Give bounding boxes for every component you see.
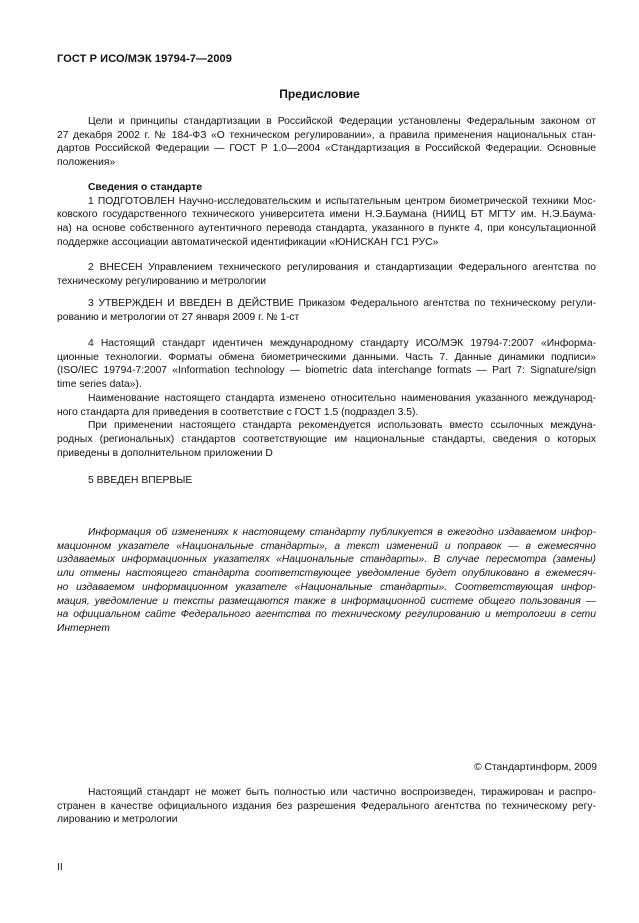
- text-line: на официальном сайте Федерального агентства по техническому регулированию и метрологии в сети: [57, 609, 596, 621]
- text-line: издаваемых информационных указателях «Национальные стандарты». В случае пересмотра (замены): [57, 554, 596, 566]
- text-line: родных (региональных) стандартов соответствующие им национальные стандарты, сведения о которых: [57, 433, 596, 445]
- text-line: дартов Российской Федерации — ГОСТ Р 1.0—2004 «Стандартизация в Российской Федерации. Основные: [57, 143, 596, 155]
- text-line: time series data»).: [57, 379, 142, 391]
- text-line: ного стандарта для приведения в соответствие с ГОСТ 1.5 (подраздел 3.5).: [57, 406, 419, 418]
- text-line: Интернет: [57, 622, 110, 634]
- copyright: © Стандартинформ, 2009: [474, 762, 597, 773]
- text-line: или отмены настоящего стандарта соответствующее уведомление будет опубликовано в ежемесяч-: [57, 568, 596, 580]
- standard-info-section: [57, 181, 596, 250]
- text-line: 5 ВВЕДЕН ВПЕРВЫЕ: [88, 475, 193, 486]
- text-line: странен в качестве официального издания без разрешения Федерального агентства по техническому регу-: [57, 800, 596, 812]
- text-line: Цели и принципы стандартизации в Российской Федерации установлены Федеральным законом от: [88, 116, 596, 127]
- text-line: мация, уведомление и тексты размещаются также в информационной системе общего пользования —: [57, 595, 596, 607]
- reproduction-notice: [57, 786, 596, 827]
- text-line: техническому регулированию и метрологии: [57, 275, 267, 287]
- text-line: 4 Настоящий стандарт идентичен международному стандарту ИСО/МЭК 19794-7:2007 «Информа-: [88, 338, 596, 349]
- text-line: рованию и метрологии от 27 января 2009 г. № 1-ст: [57, 311, 300, 323]
- info-item-2: [57, 261, 596, 288]
- text-line: ционные технологии. Форматы обмена биометрическими данными. Часть 7. Данные динамики подписи»: [57, 351, 596, 363]
- text-line: но издаваемом информационном указателе «Национальные стандарты». Соответствующая инфор-: [57, 581, 596, 593]
- changes-notice: [57, 526, 596, 636]
- section-heading: Сведения о стандарте: [88, 182, 203, 193]
- text-line: поддержке ассоциации автоматической идентификации «ЮНИСКАН ГС1 РУС»: [57, 236, 439, 248]
- text-line: положения»: [57, 157, 116, 169]
- text-line: Настоящий стандарт не может быть полностью или частично воспроизведен, тиражирован и распро-: [88, 787, 596, 798]
- text-line: 2 ВНЕСЕН Управлением технического регулирования и стандартизации Федерального агентства по: [88, 262, 596, 273]
- text-line: 27 декабря 2002 г. № 184-ФЗ «О техническом регулировании», а правила применения национальных стан-: [57, 129, 596, 141]
- text-line: приведены в дополнительном приложении D: [57, 447, 273, 459]
- text-line: ковского государственного технического университета имени Н.Э.Баумана (НИИЦ БТ МГТУ им. Н.Э.Баума-: [57, 209, 596, 221]
- info-item-4: [57, 337, 596, 460]
- intro-paragraph: [57, 115, 596, 170]
- text-line: 3 УТВЕРЖДЕН И ВВЕДЕН В ДЕЙСТВИЕ Приказом Федерального агентства по техническому регули-: [88, 298, 596, 309]
- page-number: II: [57, 862, 63, 873]
- text-line: При применении настоящего стандарта рекомендуется использовать вместо ссылочных междуна-: [88, 420, 596, 432]
- text-line: 1 ПОДГОТОВЛЕН Научно-исследовательским и испытательным центром биометрической техники Мос-: [88, 195, 596, 207]
- text-line: на) на основе собственного аутентичного перевода стандарта, указанного в пункте 4, при консультационной: [57, 223, 596, 235]
- document-header: ГОСТ Р ИСО/МЭК 19794-7—2009: [57, 53, 232, 65]
- text-line: Наименование настоящего стандарта изменено относительно наименования указанного международ-: [88, 392, 596, 404]
- text-line: лированию и метрологии: [57, 814, 178, 826]
- page-title: Предисловие: [279, 87, 360, 101]
- text-line: Информация об изменениях к настоящему стандарту публикуется в ежегодно издаваемом инфор-: [88, 527, 596, 538]
- info-item-3: [57, 297, 596, 324]
- text-line: мационном указателе «Национальные стандарты», а текст изменений и поправок — в ежемесячно: [57, 540, 596, 552]
- text-line: (ISO/IEC 19794-7:2007 «Information technology — biometric data interchange formats — Part 7: Signature/sign: [57, 365, 596, 377]
- info-item-5: [57, 474, 596, 488]
